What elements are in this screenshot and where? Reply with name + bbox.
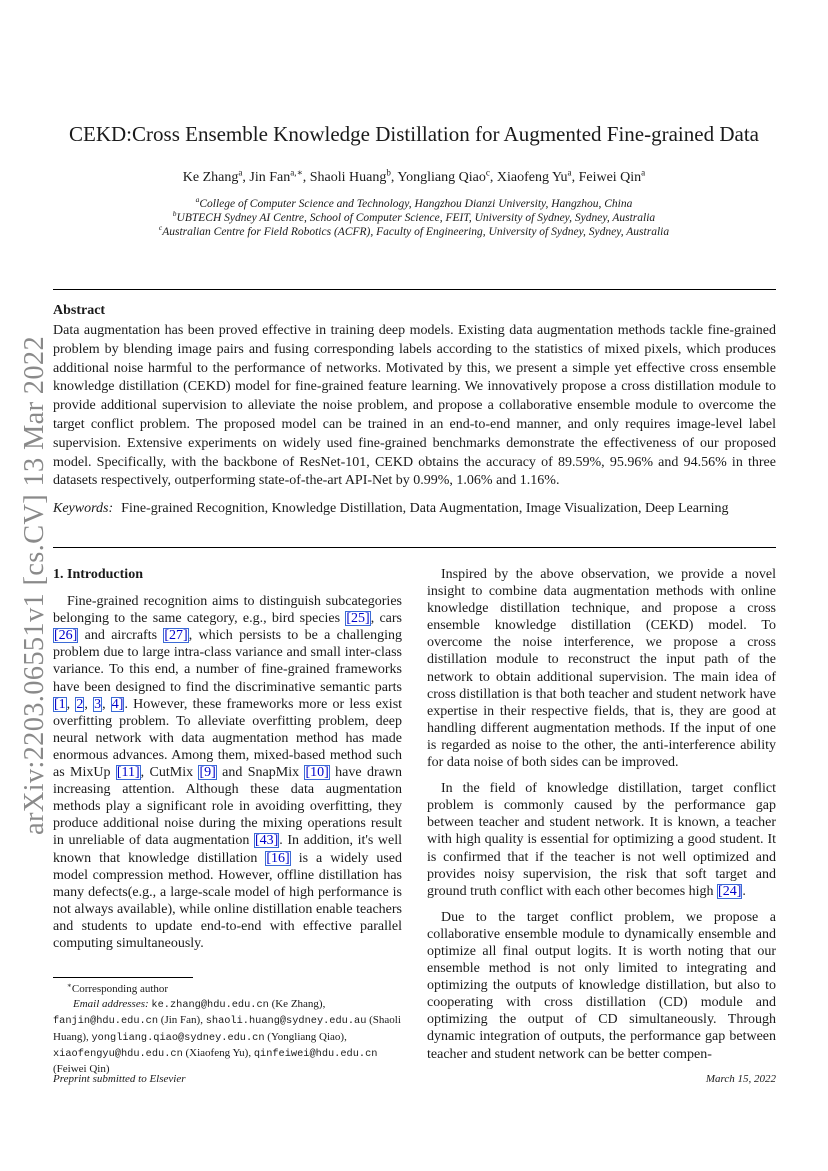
keywords-label: Keywords: <box>53 501 114 516</box>
footnotes <box>53 982 408 1077</box>
affiliation-mark: a <box>195 195 200 205</box>
citation-link[interactable]: 2 <box>76 696 84 712</box>
abstract-top-rule <box>53 289 776 290</box>
email-link[interactable]: fanjin@hdu.edu.cn <box>53 1015 159 1028</box>
citation-link[interactable]: 3 <box>94 696 102 712</box>
affiliation-c <box>0 223 828 238</box>
arxiv-side-stamp: arXiv:2203.06551v1 [cs.CV] 13 Mar 2022 <box>19 335 50 835</box>
citation-link[interactable]: [11] <box>116 765 140 781</box>
footer-date: March 15, 2022 <box>705 1073 776 1085</box>
footer-preprint-note: Preprint submitted to Elsevier <box>53 1073 186 1085</box>
email-label: Email addresses: <box>73 998 149 1011</box>
abstract-body: Data augmentation has been proved effective in training deep models. Existing data augmentation methods tackle fine-grained problem by blending image pairs and fusing corresponding labels according to the statistics of mixed pixels, which produces additional noise harmful to the performance of networks. Motivated by this, we present a simple yet effective cross ensemble knowledge distillation (CEKD) model for fine-grained feature learning. We innovatively propose a cross distillation module to provide additional supervision to alleviate the noise problem, and propose a collaborative ensemble module to overcome the target conflict problem. The proposed model can be trained in an end-to-end manner, and only requires image-level label supervision. Extensive experiments on widely used fine-grained benchmarks demonstrate the effectiveness of our proposed model. Specifically, with the backbone of ResNet-101, CEKD obtains the accuracy of 89.59%, 95.96% and 94.56% in three datasets respectively, outperforming state-of-the-art API-Net by 0.99%, 1.06% and 1.16%. <box>53 323 776 489</box>
author-mark: a <box>238 167 243 178</box>
affiliation-a <box>0 195 828 210</box>
citation-link[interactable]: [9] <box>199 765 216 781</box>
body-paragraph: Inspired by the above observation, we provide a novel insight to combine data augmentation methods with online knowledge distillation technique, and propose a cross ensemble knowledge distillation (CEKD) model. To overcome the noise interference, we propose a cross distillation module to reconstruct the input path of the network to obtain additional supervision. The main idea of cross distillation is that both teacher and student network have expertise in their respective fields, that is, they are good at handling different augmentation methods. If the input of one is regarded as noise to the other, the anti-interference ability for data noise of both sides can be improved. <box>427 567 776 771</box>
body-paragraph: In the field of knowledge distillation, target conflict problem is commonly caused by the performance gap between teacher and student network. It is known, a teacher with high quality is essential for optimizing a good student. It is confirmed that if the teacher is not well optimized and provides noisy supervision, the risk that soft target and ground truth conflict with each other becomes high [24]. <box>427 781 776 899</box>
citation-link[interactable]: [16] <box>266 850 290 866</box>
author-mark: a,∗ <box>290 167 303 178</box>
affiliation-text: College of Computer Science and Technology, Hangzhou Dianzi University, Hangzhou, China <box>199 198 633 210</box>
author-mark: a <box>641 167 646 178</box>
body-paragraph: Due to the target conflict problem, we propose a collaborative ensemble module to dynamically ensemble and optimize all final output logits. It is worth noting that our ensemble method is not only limited to integrating and optimizing the outputs of knowledge distillation, but also to cooperating with cross distillation (CD) module and optimizing the output of CD simultaneously. Through dynamic integration of outputs, the performance gap between teacher and student network can be better compen- <box>427 909 776 1062</box>
affiliation-b <box>0 209 828 224</box>
affiliation-mark: c <box>158 223 163 233</box>
citation-link[interactable]: [10] <box>305 765 329 781</box>
author-name: Jin Fan <box>249 170 291 185</box>
author-name: Ke Zhang <box>182 170 239 185</box>
section-title: Introduction <box>67 567 143 582</box>
affiliation-mark: b <box>172 209 177 219</box>
citation-link[interactable]: [26] <box>54 628 78 644</box>
section-heading <box>53 566 402 583</box>
author-mark: c <box>485 167 490 178</box>
citation-link[interactable]: [25] <box>346 611 370 627</box>
section-number: 1. <box>53 567 64 582</box>
citation-link[interactable]: [1 <box>54 696 66 712</box>
author-name: Yongliang Qiao <box>397 170 486 185</box>
left-column <box>53 566 402 952</box>
email-addresses: Email addresses: ke.zhang@hdu.edu.cn (Ke Zhang), fanjin@hdu.edu.cn (Jin Fan), shaoli.huang@sydney.edu.au (Shaoli Huang), yongliang.qiao@sydney.edu.cn (Yongliang Qiao), xiaofengyu@hdu.edu.cn (Xiaofeng Yu), qinfeiwei@hdu.edu.cn (Feiwei Qin) <box>53 998 401 1076</box>
abstract-bottom-rule <box>53 547 776 548</box>
author-name: Xiaofeng Yu <box>496 170 568 185</box>
email-link[interactable]: yongliang.qiao@sydney.edu.cn <box>91 1031 265 1044</box>
author-name: Feiwei Qin <box>578 170 642 185</box>
affiliation-text: Australian Centre for Field Robotics (ACFR), Faculty of Engineering, University of Sydney, Sydney, Australia <box>162 226 670 238</box>
author-list: Ke Zhang$^a$, Jin Fan$^{a,∗}$, Shaoli Huang$^b$, Yongliang Qiao$^c$, Xiaofeng Yu$^a$, Feiwei Qin$^a$ <box>182 167 646 185</box>
email-link[interactable]: qinfeiwei@hdu.edu.cn <box>253 1047 378 1060</box>
affiliation-text: UBTECH Sydney AI Centre, School of Computer Science, FEIT, University of Sydney, Sydney, Australia <box>176 212 656 224</box>
citation-link[interactable]: 4] <box>111 696 124 712</box>
email-link[interactable]: ke.zhang@hdu.edu.cn <box>151 999 269 1012</box>
corresponding-author-note: ∗Corresponding author <box>67 981 169 995</box>
keywords <box>53 500 776 518</box>
abstract-heading: Abstract <box>53 303 106 318</box>
author-mark: a <box>567 167 572 178</box>
author-mark: b <box>386 167 391 178</box>
right-column <box>427 566 776 1063</box>
citation-link[interactable]: [27] <box>164 628 188 644</box>
email-link[interactable]: xiaofengyu@hdu.edu.cn <box>53 1047 183 1060</box>
citation-link[interactable]: [43] <box>254 833 279 849</box>
intro-paragraph: Fine-grained recognition aims to distinguish subcategories belonging to the same category, e.g., bird species [25], cars [26] and aircrafts [27], which persists to be a challenging problem due to large intra-class variance and small inter-class variance. To this end, a number of fine-grained frameworks have been designed to find the discriminative semantic parts [1, 2, 3, 4]. However, these frameworks more or less exist overfitting problem. To alleviate overfitting problem, deep neural network with data augmentation method has made enormous advances. Among them, mixed-based method such as MixUp [11], CutMix [9] and SnapMix [10] have drawn increasing attention. Although these data augmentation methods play a significant role in avoiding overfitting, they produce additional noise during the mixing operations result in unreliable of data augmentation [43]. In addition, it's well known that knowledge distillation [16] is a widely used model compression method. However, offline distillation has many defects(e.g., a large-scale model of high performance is not always available), while online distillation enable teachers and students to update end-to-end with effective parallel computing simultaneously. <box>53 594 403 951</box>
footnote-rule <box>53 977 193 978</box>
keywords-text: Fine-grained Recognition, Knowledge Distillation, Data Augmentation, Image Visualization, Deep Learning <box>121 501 729 516</box>
author-name: Shaoli Huang <box>309 170 387 185</box>
paper-title: CEKD:Cross Ensemble Knowledge Distillation for Augmented Fine-grained Data <box>69 122 759 146</box>
citation-link[interactable]: [24] <box>718 883 742 899</box>
email-link[interactable]: shaoli.huang@sydney.edu.au <box>205 1015 367 1028</box>
